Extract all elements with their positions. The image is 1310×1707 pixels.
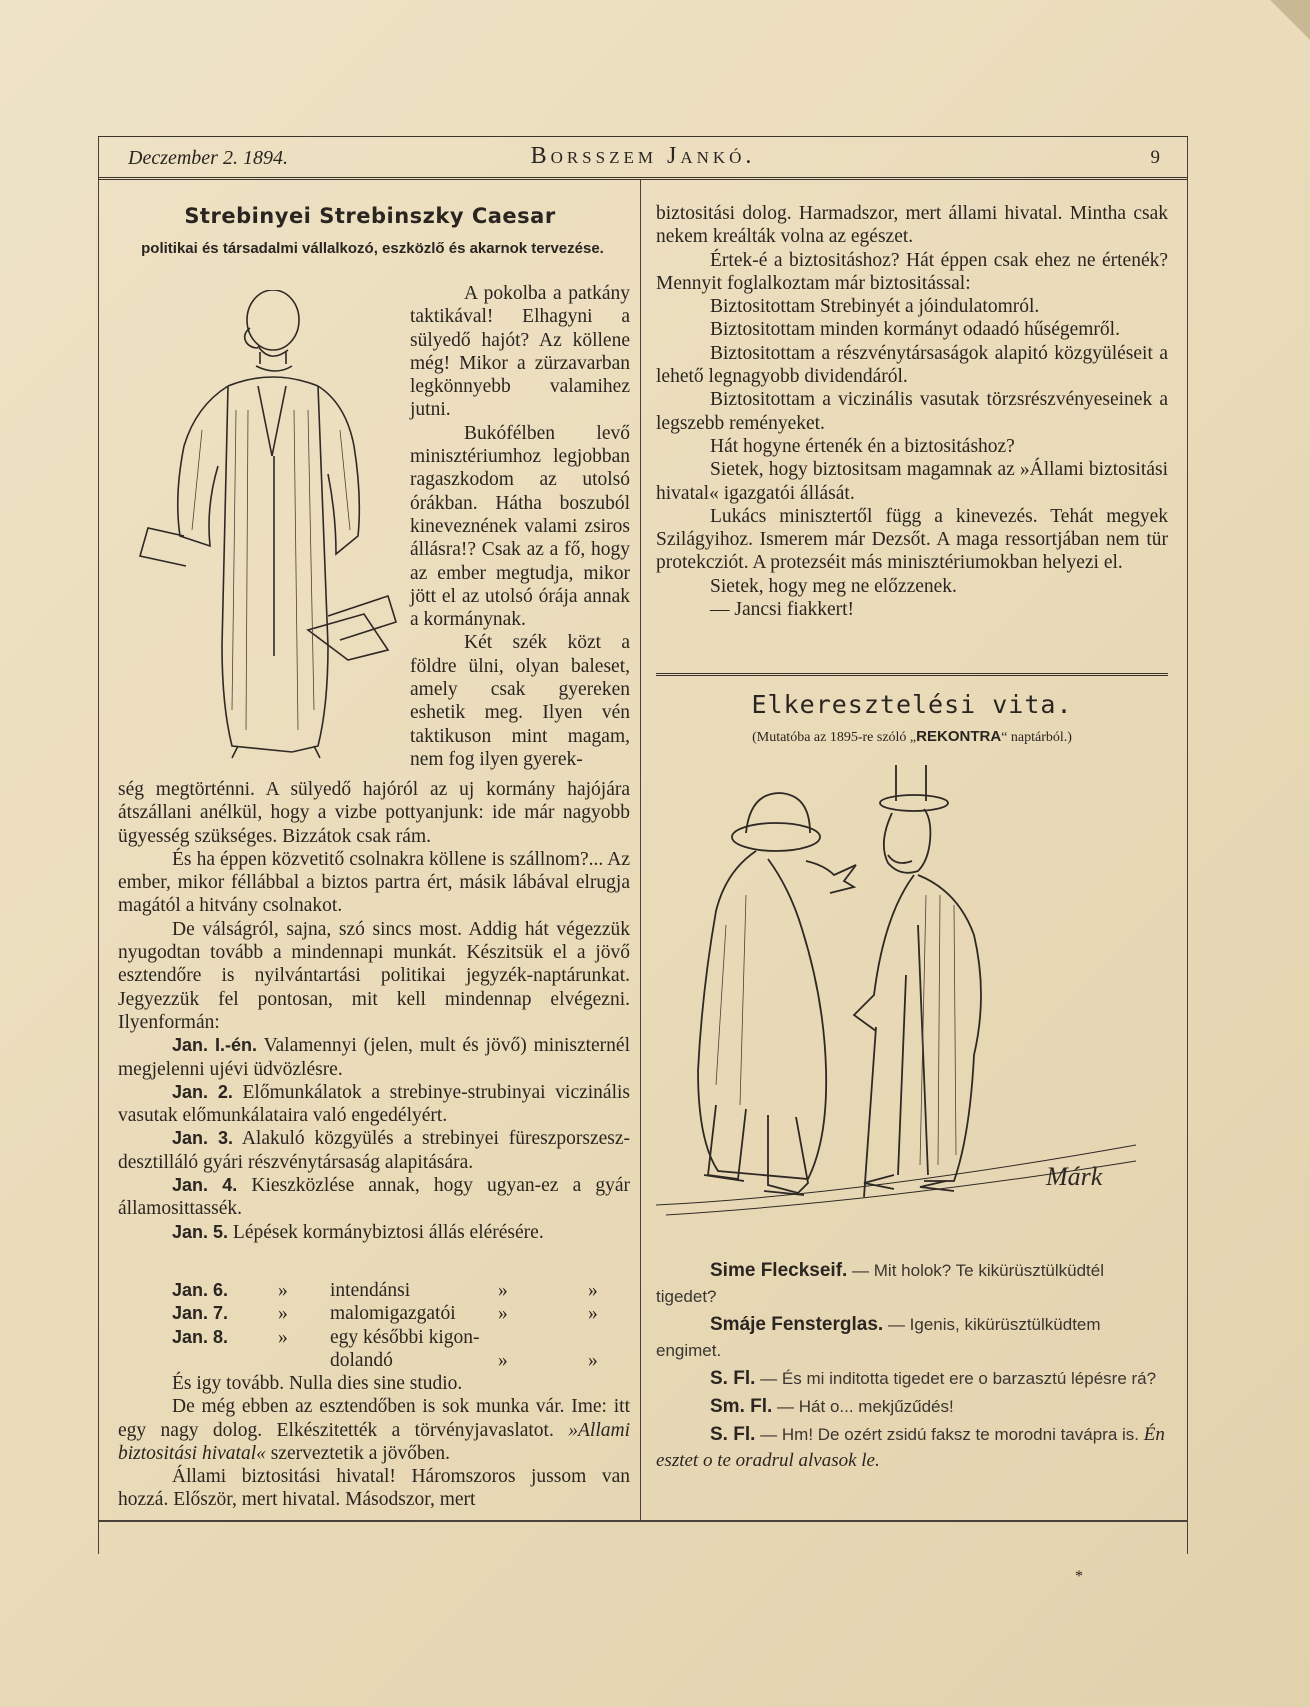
ditto-mark: » <box>498 1349 508 1371</box>
speaker: Smáje Fensterglas. <box>710 1314 884 1335</box>
schedule-day: Jan. 4. <box>172 1175 238 1196</box>
paragraph: Állami biztositási hivatal! Háromszoros jussom van hozzá. Először, mert hivatal. Másodszor, mert <box>118 1466 630 1511</box>
ditto-mark: » <box>278 1326 288 1348</box>
schedule-text: egy későbbi kigon- <box>330 1326 480 1348</box>
paragraph: És igy tovább. Nulla dies sine studio. <box>172 1373 463 1394</box>
ditto-mark: » <box>498 1280 508 1301</box>
subtitle-text: (Mutatóba az 1895-re szóló „ <box>752 730 917 745</box>
cartoon-illustration <box>656 765 1168 1245</box>
speaker: S. Fl. <box>710 1368 756 1389</box>
subtitle-bold: REKONTRA <box>916 728 1002 745</box>
footer-mark: * <box>1075 1568 1083 1585</box>
paragraph: Biztositottam minden kormányt odaadó hűségemről. <box>710 319 1120 341</box>
paragraph: Biztositottam a viczinális vasutak törzsrészvényeseinek a legszebb reményeket. <box>656 389 1168 434</box>
schedule-entry <box>118 1174 630 1221</box>
final-italic-line: Én esztet o te oradrul alvasok le. <box>656 1424 1165 1471</box>
ditto-mark: » <box>278 1280 288 1301</box>
paragraph: A pokolba a patkány taktikával! Elhagyni a sülyedő hajót? Az köllene még! Mikor a zürzavarban legkönnyebb valamihez jutni. <box>410 283 630 421</box>
paragraph: biztositási dolog. Harmadszor, mert állami hivatal. Mintha csak nekem kreálták volna az egészet. <box>656 203 1168 248</box>
page-number: 9 <box>1150 147 1160 168</box>
speech: — Mit holok? Te kikürüsztülküdtél tigedet? <box>656 1261 1105 1306</box>
dialogue-line <box>656 1366 1168 1392</box>
paragraph: Biztositottam a részvénytársaságok alapitó közgyüléseit a lehető legnagyobb dividendáról. <box>656 342 1168 388</box>
schedule-day: Jan. 6. <box>172 1280 229 1300</box>
paragraph: De válságról, sajna, szó sincs most. Addig hát végezzük nyugodtan tovább a mindennapi munkát. Készitsük el a jövő esztendőre is nyilvántartási politikai jegyzék-naptárunkat. Jegyezzük fel pontosan, mit kell mindennap elvégezni. Ilyenformán: <box>118 918 630 1033</box>
article1-narrow-column <box>410 282 630 771</box>
article1-closing <box>118 1372 630 1512</box>
column-divider <box>640 180 641 1522</box>
ditto-mark: » <box>588 1349 598 1371</box>
schedule-text: Kieszközlése annak, hogy ugyan-ez a gyár államosittassék. <box>118 1175 630 1220</box>
ditto-mark: » <box>278 1303 288 1325</box>
paragraph: Bukófélben levő minisztériumhoz legjobban ragaszkodom az utolsó órákban. Hátha boszuból kineveznének valami zsiros állásra!? Csak az a fő, hogy az ember megtudja, mikor jött el az utolsó órája annak a kormánynak. <box>410 422 630 631</box>
bottom-rule <box>98 1520 1188 1522</box>
speaker: Sime Fleckseif. <box>710 1260 848 1281</box>
article2-subtitle <box>656 728 1168 746</box>
schedule-day: Jan. 2. <box>172 1081 233 1102</box>
schedule-entry <box>118 1034 630 1081</box>
paragraph: Sietek, hogy biztositsam magamnak az »Állami biztositási hivatal« igazgatói állását. <box>656 459 1168 504</box>
dialogue-line <box>656 1394 1168 1420</box>
schedule-text: dolandó <box>330 1349 393 1371</box>
dialogue-section <box>656 1258 1168 1476</box>
cartoon-signature: Márk <box>1046 1162 1103 1191</box>
paragraph: Értek-é a biztositáshoz? Hát éppen csak ehez ne értenék? Mennyit foglalkoztam már biztositással: <box>656 249 1168 294</box>
schedule-text: Alakuló közgyülés a strebinyei füreszporszesz-desztilláló gyári részvénytársaság alapitására. <box>118 1128 630 1173</box>
speaker: S. Fl. <box>710 1424 756 1445</box>
paragraph: Lukács minisztertől függ a kinevezés. Tehát megyek Szilágyihoz. Ismerem már Dezsőt. A maga ressortjában nem tür protekcziót. A protezséit más minisztériumokban helyezi el. <box>656 505 1168 574</box>
dialogue-line <box>656 1312 1168 1364</box>
ditto-row <box>118 1279 638 1302</box>
paragraph: Sietek, hogy meg ne előzzenek. <box>710 575 957 597</box>
speech: — Hm! De ozért zsidú faksz te morodni tavápra is. <box>760 1425 1140 1444</box>
paragraph: Biztositottam Strebinyét a jóindulatomról. <box>710 296 1040 318</box>
italic-phrase: »Allami biztositási hivatal« <box>118 1419 631 1464</box>
schedule-day: Jan. I.-én. <box>172 1035 258 1056</box>
schedule-day: Jan. 5. <box>172 1221 229 1242</box>
ditto-row <box>118 1326 638 1349</box>
header-date: Deczember 2. 1894. <box>128 147 288 169</box>
ditto-schedule <box>118 1279 638 1372</box>
paragraph: Hát hogyne értenék én a biztositáshoz? <box>710 435 1015 457</box>
article1-subtitle: politikai és társadalmi vállalkozó, eszközlő és akarnok tervezése. <box>141 240 604 257</box>
paragraph: ség megtörténni. A sülyedő hajóról az uj kormány hajójára átszállani anélkül, hogy a vizbe pottyanjunk: ide már nagyobb ügyesség szükséges. Bizzátok csak rám. <box>118 779 630 847</box>
schedule-day: Jan. 3. <box>172 1128 234 1149</box>
schedule-text: Előmunkálatok a strebinye-strubinyai viczinális vasutak előmunkálataira való engedélyért. <box>118 1081 630 1127</box>
speech: — És mi inditotta tigedet ere o barzasztú lépésre rá? <box>760 1369 1157 1388</box>
ditto-mark: » <box>588 1280 598 1301</box>
header-title: Borsszem Jankó. <box>530 143 756 169</box>
speech: — Hát o... mekjűzűdés! <box>777 1397 954 1416</box>
speaker: Sm. Fl. <box>710 1396 773 1417</box>
schedule-entry <box>118 1127 630 1174</box>
article1-continuation <box>656 202 1168 621</box>
page-corner-fold <box>1270 0 1310 40</box>
ditto-row <box>118 1349 638 1372</box>
page-header <box>98 136 1188 180</box>
schedule-text: Valamennyi (jelen, mult és jövő) miniszternél megjelenni ujévi üdvözlésre. <box>118 1035 630 1080</box>
schedule-text: intendánsi <box>330 1280 411 1301</box>
dialogue-line <box>656 1422 1168 1474</box>
subtitle-text: “ naptárból.) <box>1001 730 1072 745</box>
signature-line: — Jancsi fiakkert! <box>710 599 855 621</box>
section-rule <box>656 673 1168 676</box>
article1-wide-column <box>118 778 630 1244</box>
schedule-day: Jan. 8. <box>172 1326 229 1347</box>
schedule-entry <box>118 1221 630 1244</box>
article1-title: Strebinyei Strebinszky Caesar <box>184 204 556 228</box>
ditto-mark: » <box>588 1303 598 1325</box>
speech: — Igenis, kikürüsztülküdtem engimet. <box>656 1315 1101 1360</box>
schedule-day: Jan. 7. <box>172 1303 229 1324</box>
paragraph-text: szerveztetik a jövőben. <box>270 1442 450 1464</box>
schedule-text: Lépések kormánybiztosi állás elérésére. <box>232 1221 544 1243</box>
schedule-entry <box>118 1081 630 1128</box>
ditto-row <box>118 1302 638 1325</box>
caesar-illustration <box>118 290 408 760</box>
article2-title: Elkeresztelési vita. <box>751 690 1073 719</box>
paragraph: És ha éppen közvetitő csolnakra köllene is szállnom?... Az ember, mikor féllábbal a biztos partra ért, másik lábával elrugja magától a hitvány csolnakot. <box>118 848 630 917</box>
schedule-text: malomigazgatói <box>330 1303 456 1325</box>
paragraph-text: De még ebben az esztendőben is sok munka vár. Ime: itt egy nagy dolog. Elkészitették a törvényjavaslatot. <box>118 1396 630 1441</box>
ditto-mark: » <box>498 1303 508 1325</box>
paragraph: Két szék közt a földre ülni, olyan baleset, amely csak gyereken eshetik meg. Ilyen vén taktikuson mint magam, nem fog ilyen gyerek- <box>410 632 630 770</box>
dialogue-line <box>656 1258 1168 1310</box>
paragraph <box>118 1395 630 1465</box>
